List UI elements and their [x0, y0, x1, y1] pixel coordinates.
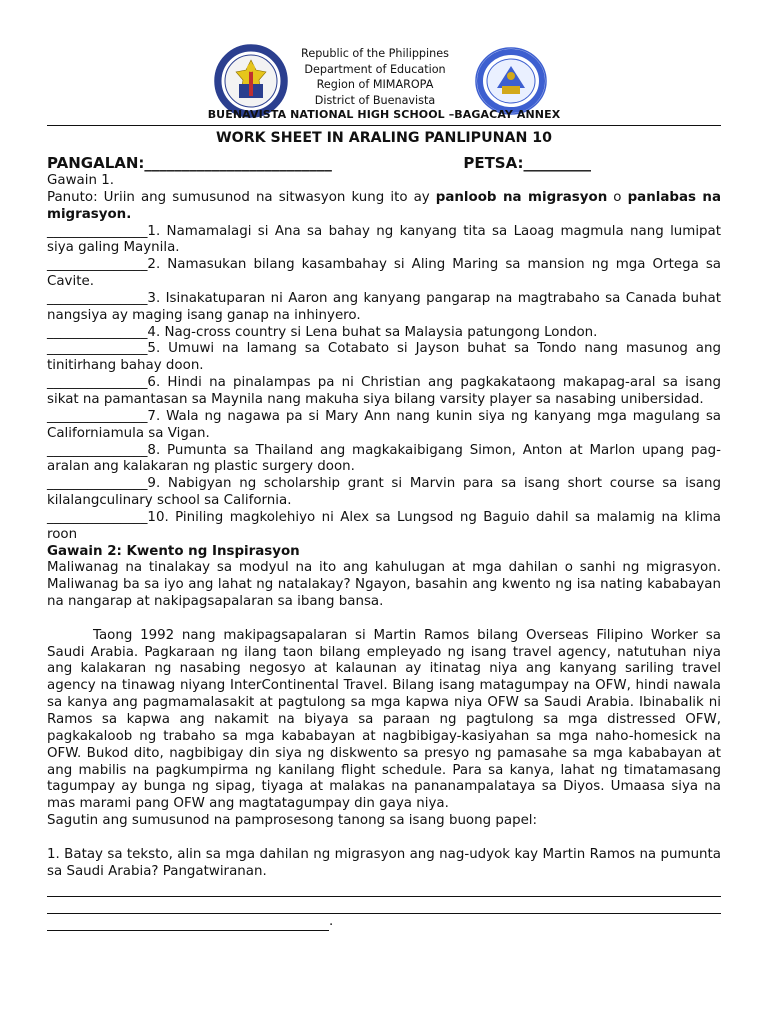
student-info-row [47, 154, 721, 173]
answer-line-3-wrap: . [47, 914, 721, 931]
header-republic: Republic of the Philippines [301, 47, 449, 60]
gawain2-intro: Maliwanag na tinalakay sa modyul na ito ang kahulugan at mga dahilan o sanhi ng migrasyon. Maliwanag ba sa iyo ang lahat ng natalakay? Ngayon, basahin ang kwento ng isa nating kababayan na nangarap at nakipagsapalaran sa ibang bansa. [47, 560, 721, 610]
gawain1-item-9: _______________9. Nabigyan ng scholarship grant si Marvin para sa isang short course sa isang kilalangculinary school sa California. [47, 476, 721, 509]
gawain1-item-4: _______________4. Nag-cross country si Lena buhat sa Malaysia patungong London. [47, 324, 598, 340]
gawain2-heading: Gawain 2: Kwento ng Inspirasyon [47, 543, 300, 559]
gawain1-item-2: _______________2. Namasukan bilang kasambahay si Aling Maring sa mansion ng mga Ortega sa Cavite. [47, 257, 721, 290]
worksheet-title: WORK SHEET IN ARALING PANLIPUNAN 10 [215, 130, 552, 146]
name-field[interactable]: PANGALAN:_________________________ [47, 154, 332, 172]
school-name: BUENAVISTA NATIONAL HIGH SCHOOL –BAGACAY ANNEX [207, 108, 561, 121]
question-1: 1. Batay sa teksto, alin sa mga dahilan ng migrasyon ang nag-udyok kay Martin Ramos na pumunta sa Saudi Arabia? Pangatwiranan. [47, 846, 721, 879]
gawain1-item-1: _______________1. Namamalagi si Ana sa bahay ng kanyang tita sa Laoag magmula nang lumipat siya galing Maynila. [47, 223, 721, 256]
header-department: Department of Education [304, 62, 446, 76]
instruction-bold-external: panlabas na migrasyon. [47, 189, 721, 222]
worksheet-content [47, 154, 721, 931]
header-district: District of Buenavista [314, 93, 436, 107]
gawain1-heading: Gawain 1. [47, 173, 114, 188]
school-seal-icon [475, 46, 547, 116]
gawain1-item-10: _______________10. Piniling magkolehiyo ni Alex sa Lungsod ng Baguio dahil sa malamig na klima roon [47, 509, 721, 542]
gawain1-item-6: _______________6. Hindi na pinalampas pa ni Christian ang pagkakataong makapag-aral sa isang sikat na pamantasan sa Maynila nang makuha siya bilang varsity player sa nasabing unibersidad. [47, 375, 721, 407]
answer-line-2[interactable] [47, 897, 721, 914]
instruction-bold-internal: panloob na migrasyon [435, 189, 608, 205]
document-header [0, 40, 768, 160]
date-field[interactable]: PETSA:_________ [463, 154, 591, 172]
header-divider [47, 125, 721, 126]
gawain1-item-8: _______________8. Pumunta sa Thailand ang magkakaibigang Simon, Anton at Marlon upang pag-aralan ang kalakaran ng plastic surgery doon. [47, 442, 721, 475]
gawain1-item-7: _______________7. Wala ng nagawa pa si Mary Ann nang kunin siya ng kanyang mga magulang sa Californiamula sa Vigan. [47, 408, 721, 441]
answer-line-1[interactable] [47, 880, 721, 897]
gawain1-instruction [47, 190, 721, 224]
gawain1-item-3: _______________3. Isinakatuparan ni Aaron ang kanyang pangarap na magtrabaho sa Canada buhat nangsiya ay maging isang ganap na inhinyero. [47, 290, 721, 323]
header-address [275, 46, 475, 108]
instruction-text: Panuto: Uriin ang sumusunod na sitwasyon kung ito ay [47, 189, 436, 205]
instruction-text-or: o [607, 189, 628, 205]
gawain1-item-5: _______________5. Umuwi na lamang sa Cotabato si Jayson buhat sa Tondo nang masunog ang tinitirhang bahay doon. [47, 341, 721, 374]
gawain2-story: Taong 1992 nang makipagsapalaran si Martin Ramos bilang Overseas Filipino Worker sa Saudi Arabia. Pagkaraan ng ilang taon bilang empleyado ng isang travel agency, natutuhan niya ang kalakaran ng nasabing negosyo at kalaunan ay itinatag niya ang kanyang sariling travel agency na tinawag niyang InterContinental Travel. Bilang isang matagumpay na OFW, hindi nawala sa kanya ang pagmamalasakit at pagtulong sa mga kapwa niya OFW sa Saudi Arabia. Ibinabalik ni Ramos sa kapwa ang nakamit na biyaya sa paraan ng pagtulong sa mga distressed OFW, pagkakaloob ng trabaho sa mga kababayan at nagbibigay-kasiyahan sa mga naho-homesick na OFW. Bukod dito, nagbibigay din siya ng diskwento sa presyo ng pamasahe sa mga kababayan at ang mabilis na pagkumpirma ng kanilang flight schedule. Para sa kanya, lahat ng timatamasang tagumpay ay bunga ng sipag, tiyaga at malakas na pananampalataya sa Diyos. Umaasa siya na mas marami pang OFW ang magtatagumpay din gaya niya. [47, 627, 721, 812]
header-region: Region of MIMAROPA [316, 78, 434, 92]
answer-line-3[interactable] [47, 916, 329, 931]
gawain2-instruction: Sagutin ang sumusunod na pamprosesong tanong sa isang buong papel: [47, 813, 538, 829]
